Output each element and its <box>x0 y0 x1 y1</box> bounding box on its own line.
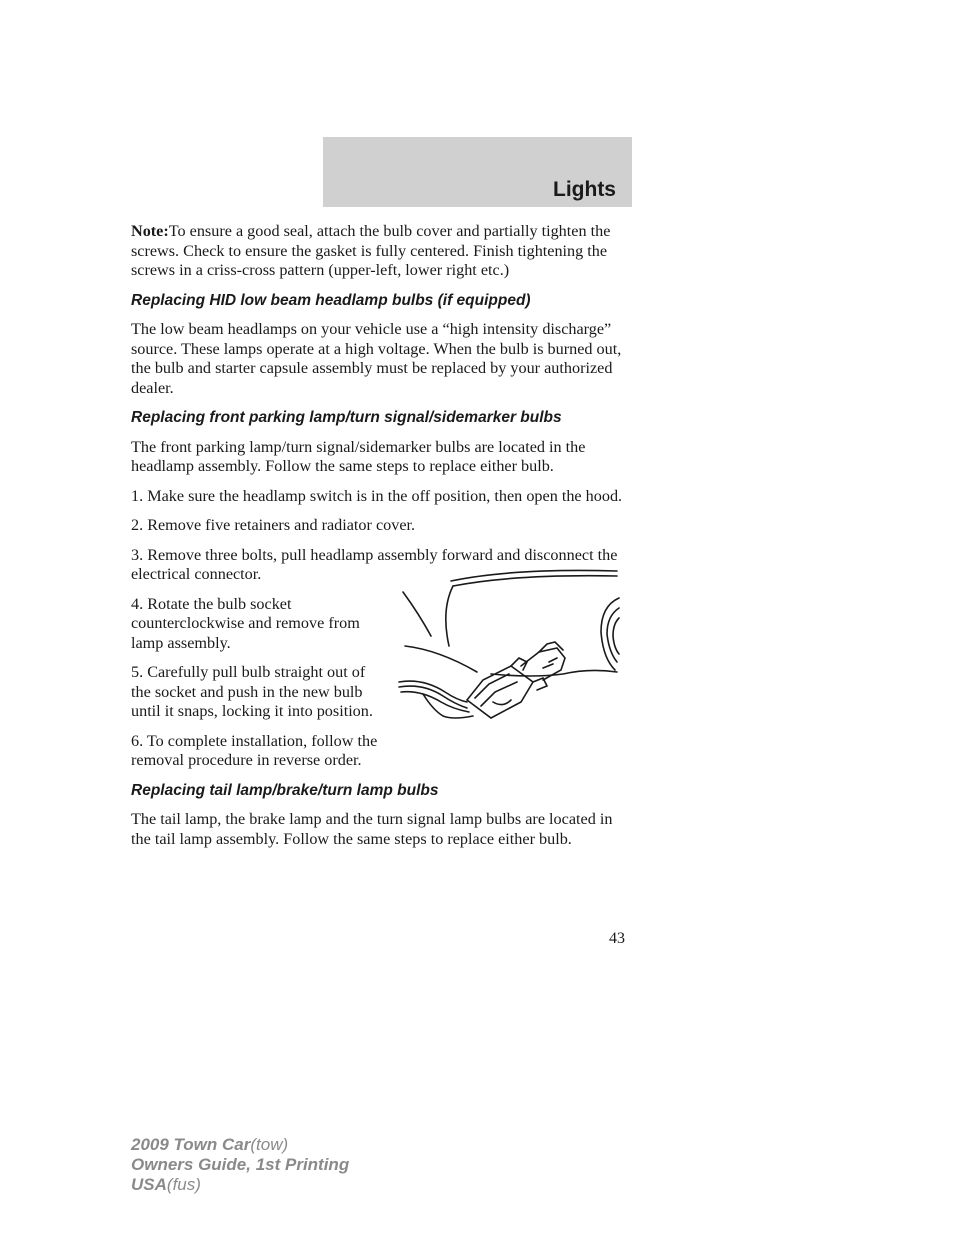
front-parking-intro: The front parking lamp/turn signal/sidemarker bulbs are located in the headlamp assembly. Follow the same steps to replace either bulb. <box>131 437 586 475</box>
tail-heading: Replacing tail lamp/brake/turn lamp bulbs <box>131 781 439 799</box>
bulb-socket-illustration <box>393 562 625 742</box>
footer-market: USA <box>131 1175 167 1194</box>
note-label: Note: <box>131 222 169 240</box>
front-parking-heading: Replacing front parking lamp/turn signal/sidemarker bulbs <box>131 409 562 426</box>
hid-heading: Replacing HID low beam headlamp bulbs (if equipped) <box>131 291 531 309</box>
step-2: 2. Remove five retainers and radiator cover. <box>131 516 416 534</box>
footer-guide: Owners Guide, 1st Printing <box>131 1155 350 1174</box>
footer-line-1 <box>131 1135 349 1155</box>
step-3: 3. Remove three bolts, pull headlamp assembly forward and disconnect the electrical connector. <box>131 545 618 583</box>
document-footer <box>131 1135 349 1195</box>
footer-line-3 <box>131 1175 349 1195</box>
footer-market-code: (fus) <box>166 1175 201 1194</box>
section-header <box>323 137 632 207</box>
page-body <box>131 222 631 859</box>
step-6: 6. To complete installation, follow the removal procedure in reverse order. <box>131 731 378 769</box>
note-text: To ensure a good seal, attach the bulb cover and partially tighten the screws. Check to ensure the gasket is fully centered. Finish tightening the screws in a criss-cross pattern (upper-left, lower right etc.) <box>131 222 611 279</box>
step-5: 5. Carefully pull bulb straight out of the socket and push in the new bulb until it snaps, locking it into position. <box>131 663 373 720</box>
section-title: Lights <box>553 178 616 201</box>
footer-line-2 <box>131 1155 349 1175</box>
hid-paragraph: The low beam headlamps on your vehicle use a “high intensity discharge” source. These lamps operate at a high voltage. When the bulb is burned out, the bulb and starter capsule assembly must be replaced by your authorized dealer. <box>131 320 622 397</box>
step-1: 1. Make sure the headlamp switch is in the off position, then open the hood. <box>131 486 623 505</box>
step-4: 4. Rotate the bulb socket counterclockwise and remove from lamp assembly. <box>131 594 360 652</box>
note-paragraph <box>131 222 631 281</box>
tail-paragraph: The tail lamp, the brake lamp and the turn signal lamp bulbs are located in the tail lamp assembly. Follow the same steps to replace either bulb. <box>131 810 613 848</box>
footer-model-code: (tow) <box>250 1135 289 1154</box>
page-number: 43 <box>609 930 625 947</box>
footer-model: 2009 Town Car <box>131 1135 251 1154</box>
